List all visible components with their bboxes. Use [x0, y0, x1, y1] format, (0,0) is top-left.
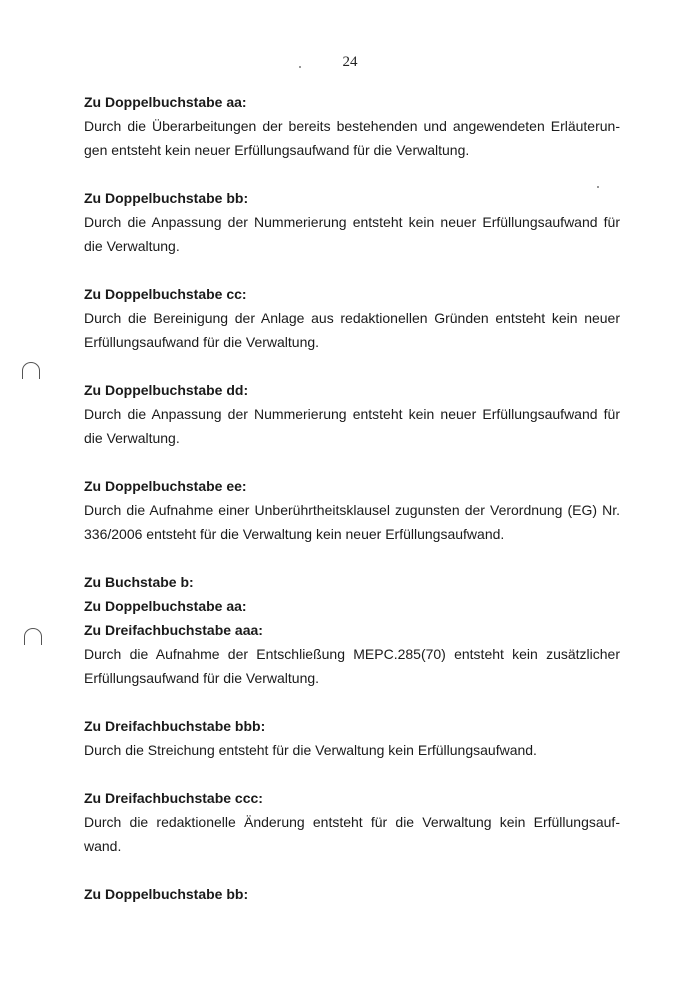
- section-doppelbuchstabe-bb-final: [84, 882, 620, 906]
- document-body: [84, 90, 620, 906]
- text-line: wand.: [84, 838, 122, 854]
- section-buchstabe-b: [84, 570, 620, 690]
- section-text: [84, 642, 620, 690]
- text-line: Durch die Bereinigung der Anlage aus redaktionellen Gründen entsteht kein neuer: [84, 310, 620, 326]
- section-text: [84, 402, 620, 450]
- text-line: Durch die Anpassung der Nummerierung entsteht kein neuer Erfüllungsaufwand für: [84, 214, 620, 230]
- text-line: die Verwaltung.: [84, 430, 180, 446]
- section-text: [84, 738, 620, 762]
- text-line: Erfüllungsaufwand für die Verwaltung.: [84, 334, 320, 350]
- section-doppelbuchstabe-bb: [84, 186, 620, 258]
- scan-speck: [299, 66, 301, 68]
- punch-hole-mark-lower: [24, 628, 42, 645]
- text-line: Erfüllungsaufwand für die Verwaltung.: [84, 670, 320, 686]
- section-heading: Zu Buchstabe b:: [84, 574, 194, 590]
- text-line: Durch die Aufnahme der Entschließung MEPC.285(70) entsteht kein zusätzlicher: [84, 646, 620, 662]
- section-heading: Zu Doppelbuchstabe bb:: [84, 886, 249, 902]
- section-text: [84, 114, 620, 162]
- section-heading: Zu Dreifachbuchstabe bbb:: [84, 718, 266, 734]
- punch-hole-mark-upper: [22, 362, 40, 379]
- section-heading: Zu Doppelbuchstabe cc:: [84, 286, 247, 302]
- section-subsubheading: Zu Dreifachbuchstabe aaa:: [84, 622, 263, 638]
- section-doppelbuchstabe-aa: [84, 90, 620, 162]
- section-text: [84, 498, 620, 546]
- section-dreifachbuchstabe-ccc: [84, 786, 620, 858]
- text-line: Durch die Überarbeitungen der bereits bestehenden und angewendeten Erläuterun-: [84, 118, 620, 134]
- section-doppelbuchstabe-dd: [84, 378, 620, 450]
- section-text: [84, 210, 620, 258]
- section-heading: Zu Dreifachbuchstabe ccc:: [84, 790, 263, 806]
- section-heading: Zu Doppelbuchstabe ee:: [84, 478, 247, 494]
- section-subheading: Zu Doppelbuchstabe aa:: [84, 598, 247, 614]
- text-line: Durch die Aufnahme einer Unberührtheitsklausel zugunsten der Verordnung (EG) Nr.: [84, 502, 620, 518]
- section-doppelbuchstabe-ee: [84, 474, 620, 546]
- section-dreifachbuchstabe-bbb: [84, 714, 620, 762]
- text-line: gen entsteht kein neuer Erfüllungsaufwand für die Verwaltung.: [84, 142, 470, 158]
- text-line: Durch die Streichung entsteht für die Verwaltung kein Erfüllungsaufwand.: [84, 742, 537, 758]
- text-line: Durch die redaktionelle Änderung entsteht für die Verwaltung kein Erfüllungsauf-: [84, 814, 620, 830]
- section-doppelbuchstabe-cc: [84, 282, 620, 354]
- section-heading: Zu Doppelbuchstabe bb:: [84, 190, 249, 206]
- text-line: die Verwaltung.: [84, 238, 180, 254]
- section-text: [84, 810, 620, 858]
- text-line: Durch die Anpassung der Nummerierung entsteht kein neuer Erfüllungsaufwand für: [84, 406, 620, 422]
- text-line: 336/2006 entsteht für die Verwaltung kein neuer Erfüllungsaufwand.: [84, 526, 505, 542]
- page-number: 24: [342, 54, 358, 70]
- section-heading: Zu Doppelbuchstabe aa:: [84, 94, 247, 110]
- section-text: [84, 306, 620, 354]
- section-heading: Zu Doppelbuchstabe dd:: [84, 382, 249, 398]
